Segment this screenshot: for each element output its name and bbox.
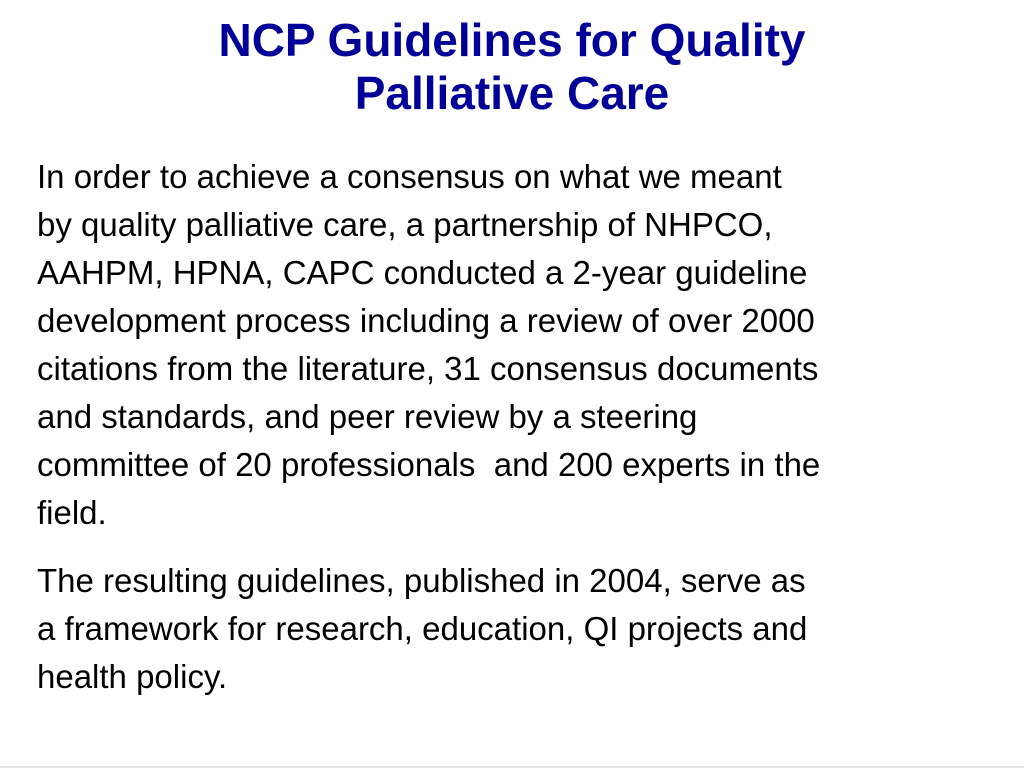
slide-body xyxy=(37,153,997,701)
body-line: In order to achieve a consensus on what we meant xyxy=(37,158,782,195)
body-line: committee of 20 professionals and 200 experts in the xyxy=(37,446,821,483)
body-line: development process including a review of over 2000 xyxy=(37,302,815,339)
body-line: field. xyxy=(37,494,107,531)
body-line: by quality palliative care, a partnership of NHPCO, xyxy=(37,206,773,243)
body-paragraph-guidelines xyxy=(37,557,997,701)
body-paragraph-consensus xyxy=(37,153,997,537)
body-line: health policy. xyxy=(37,658,228,695)
slide-title-line: Palliative Care xyxy=(354,67,670,119)
body-line: The resulting guidelines, published in 2004, serve as xyxy=(37,562,806,599)
body-line: AAHPM, HPNA, CAPC conducted a 2-year guideline xyxy=(37,254,808,291)
body-line: and standards, and peer review by a steering xyxy=(37,398,698,435)
slide-title xyxy=(60,14,964,120)
slide-title-line: NCP Guidelines for Quality xyxy=(218,14,806,66)
body-line: a framework for research, education, QI projects and xyxy=(37,610,808,647)
body-line: citations from the literature, 31 consensus documents xyxy=(37,350,819,387)
